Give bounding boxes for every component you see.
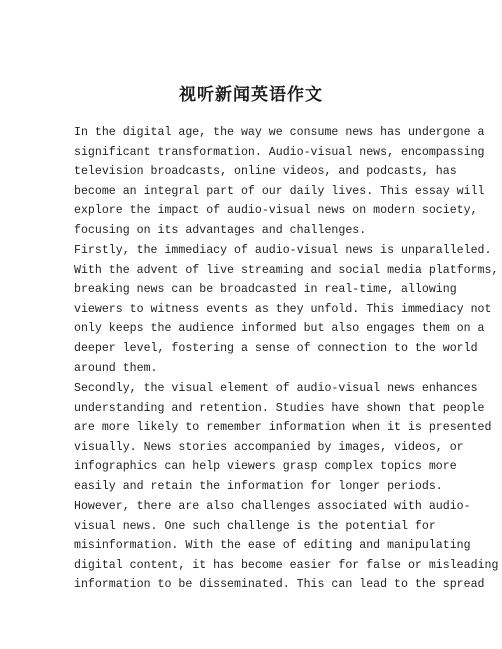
text-line: visual news. One such challenge is the potential for: [74, 519, 436, 533]
paragraph-challenges: [74, 497, 499, 595]
text-line: become an integral part of our daily lives. This essay will: [74, 184, 485, 198]
text-line: information to be disseminated. This can lead to the spread: [74, 578, 485, 592]
text-line: In the digital age, the way we consume news has undergone a: [74, 126, 485, 139]
page-title: 视听新闻英语作文: [179, 85, 323, 105]
text-line: television broadcasts, online videos, and podcasts, has: [74, 165, 457, 179]
text-line: However, there are also challenges associated with audio-: [74, 500, 471, 513]
text-line: With the advent of live streaming and social media platforms,: [74, 263, 499, 277]
text-line: understanding and retention. Studies have shown that people: [74, 401, 485, 415]
paragraph-visual-element: [74, 379, 492, 497]
text-line: misinformation. With the ease of editing and manipulating: [74, 539, 471, 553]
text-line: focusing on its advantages and challenges.: [74, 223, 367, 237]
text-line: Firstly, the immediacy of audio-visual news is unparalleled.: [74, 244, 492, 257]
text-line: only keeps the audience informed but also engages them on a: [74, 322, 485, 336]
text-line: digital content, it has become easier for false or misleading: [74, 558, 499, 572]
text-line: around them.: [74, 361, 158, 375]
paragraph-intro: [74, 123, 485, 241]
text-line: breaking news can be broadcasted in real-time, allowing: [74, 283, 457, 297]
text-line: infographics can help viewers grasp complex topics more: [74, 460, 457, 474]
text-line: significant transformation. Audio-visual news, encompassing: [74, 145, 485, 159]
paragraph-immediacy: [74, 241, 499, 378]
text-line: viewers to witness events as they unfold. This immediacy not: [74, 302, 492, 316]
text-line: are more likely to remember information when it is presented: [74, 421, 492, 435]
text-line: easily and retain the information for longer periods.: [74, 479, 443, 493]
text-line: visually. News stories accompanied by images, videos, or: [74, 440, 464, 454]
text-line: explore the impact of audio-visual news on modern society,: [74, 204, 478, 218]
text-line: Secondly, the visual element of audio-visual news enhances: [74, 382, 478, 395]
text-line: deeper level, fostering a sense of connection to the world: [74, 341, 478, 355]
